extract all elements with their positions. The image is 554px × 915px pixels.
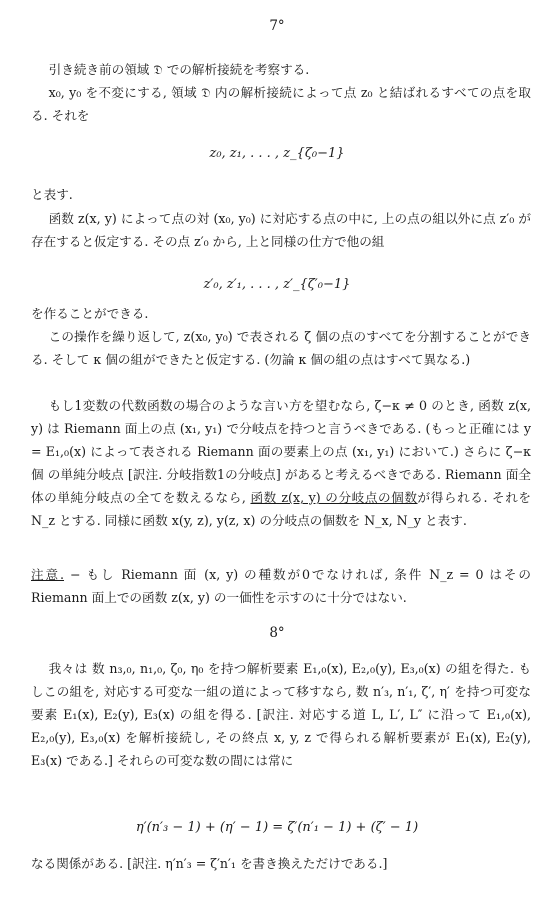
section-heading-7: 7° (269, 18, 285, 34)
paragraph-4: 函数 z(x, y) によって点の対 (x₀, y₀) に対応する点の中に, 上の点の組以外に点 z′₀ が存在すると仮定する. その点 z′₀ から, 上と同様の仕方で他の組 (31, 211, 531, 249)
equation-relation: η′(n′₃ − 1) + (η′ − 1) = ζ′(n′₁ − 1) + (ζ′ − 1) (135, 820, 419, 835)
equation-z-sequence: z₀, z₁, . . . , z_{ζ₀−1} (209, 146, 345, 161)
equation-z-prime-sequence: z′₀, z′₁, . . . , z′_{ζ′₀−1} (203, 277, 351, 292)
paragraph-7-text-a: もし1変数の代数函数の場合のような言い方を望むなら, ζ−κ ≠ 0 のとき, 函数 z(x, y) は Riemann 面上の点 (x₁, y₁) で分岐点を持つと言うべきである. (もっと正確には y = E₁,₀(x) によって表される Riemann 面の要素上の点 (x₁, y₁) において.) さらに ζ−κ 個 の単純分岐点 [訳注. 分岐指数1の分岐点] があると考えるべきである. Riemann 面全体の単純分岐点の全てを数えるなら, (31, 398, 531, 505)
paragraph-7-underlined: 函数 z(x, y) の分岐点の個数 (250, 490, 418, 505)
paragraph-2: x₀, y₀ を不変にする, 領域 𝔇 内の解析接続によって点 z₀ と結ばれるすべての点を取る. それを (31, 85, 531, 123)
paragraph-3: と表す. (31, 187, 73, 202)
paragraph-1: 引き続き前の領域 𝔇 での解析接続を考察する. (48, 62, 310, 77)
paragraph-8: 我々は 数 n₃,₀, n₁,₀, ζ₀, η₀ を持つ解析要素 E₁,₀(x), E₂,₀(y), E₃,₀(x) の組を得た. もしこの組を, 対応する可変な一組の道によって移すなら, 数 n′₃, n′₁, ζ′, η′ を持つ可変な要素 E₁(x), E₂(y), E₃(x) の組を得る. [訳注. 対応する道 L, L′, L″ に沿って E₁,₀(x), E₂,₀(y), E₃,₀(x) を解析接続し, その終点 x, y, z で得られる解析要素が E₁(x), E₂(y), E₃(x) である.] それらの可変な数の間には常に (31, 661, 531, 768)
paragraph-7-text-b: が得られる. それを N_z とする. 同様に函数 x(y, z), y(z, x) の分岐点の個数を N_x, N_y と表す. (31, 490, 531, 528)
note-paragraph (31, 563, 531, 609)
section-heading-8: 8° (269, 625, 285, 641)
paragraph-7 (31, 394, 531, 532)
paragraph-6: この操作を繰り返して, z(x₀, y₀) で表される ζ 個の点のすべてを分割することができる. そして κ 個の組ができたと仮定する. (勿論 κ 個の組の点はすべて異なる.) (31, 329, 531, 367)
paragraph-9: なる関係がある. [訳注. η′n′₃ = ζ′n′₁ を書き換えただけである.] (31, 856, 388, 871)
note-label: 注意. (31, 567, 64, 582)
note-text: − もし Riemann 面 (x, y) の種数が0でなければ, 条件 N_z = 0 はその Riemann 面上での函数 z(x, y) の一価性を示すのに十分ではない. (31, 567, 531, 605)
paragraph-5: を作ることができる. (31, 306, 149, 321)
